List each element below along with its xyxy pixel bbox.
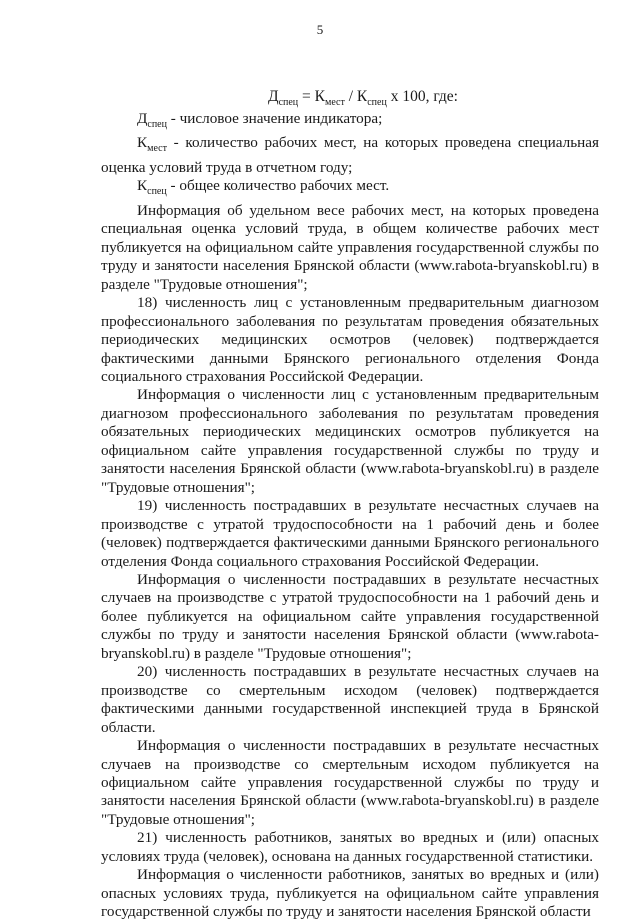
formula-k1-sub: мест: [325, 97, 345, 109]
body-text: [101, 110, 599, 922]
formula-div: / К: [344, 88, 368, 105]
page-number: 5: [316, 22, 324, 37]
def-text: - общее количество рабочих мест.: [166, 177, 390, 195]
def-sub: мест: [147, 143, 167, 155]
formula-lhs-sub: спец: [278, 97, 299, 109]
paragraph: 20) численность пострадавших в результате несчастных случаев на производстве со смертельным исходом (человек) подтверждается фактическими данными государственной инспекцией труда в Брянской области.: [101, 663, 599, 736]
paragraph: 21) численность работников, занятых во вредных и (или) опасных условиях труда (человек), основана на данных государственной статистики.: [101, 829, 599, 865]
paragraph: Информация о численности работников, занятых во вредных и (или) опасных условиях труда, публикуется на официальном сайте управления государственной службы по труду и занятости населения Брянской области: [101, 866, 599, 921]
def-sub: спец: [147, 119, 167, 131]
def-text: - количество рабочих мест, на которых проведена специальная оценка условий труда в отчетном году;: [101, 134, 599, 176]
definition-2: [101, 134, 599, 177]
paragraph: Информация об удельном весе рабочих мест, на которых проведена специальная оценка условий труда, в общем количестве рабочих мест публикуется на официальном сайте управления государственной службы по труду и занятости населения Брянской области (www.rabota-bryanskobl.ru) в разделе "Трудовые отношения";: [101, 201, 599, 293]
formula-lhs: Д: [267, 88, 279, 105]
formula-k2-sub: спец: [367, 97, 387, 109]
paragraph: Информация о численности пострадавших в результате несчастных случаев на производстве со смертельным исходом публикуется на официальном сайте управления государственной службы по труду и занятости населения Брянской области (www.rabota-bryanskobl.ru) в разделе "Трудовые отношения";: [101, 737, 599, 828]
def-text: - числовое значение индикатора;: [166, 110, 383, 127]
def-symbol: К: [137, 177, 148, 195]
def-symbol: Д: [137, 110, 148, 127]
def-symbol: К: [137, 134, 148, 152]
paragraph: Информация о численности лиц с установленным предварительным диагнозом профессионального заболевания по результатам проведения обязательных периодических медицинских осмотров публикуется на официальном сайте управления государственной службы по труду и занятости населения Брянской области (www.rabota-bryanskobl.ru) в разделе "Трудовые отношения";: [101, 386, 599, 496]
formula-eq: = К: [298, 88, 325, 105]
formula-tail: х 100, где:: [386, 88, 458, 105]
paragraph: 18) численность лиц с установленным предварительным диагнозом профессионального заболевания по результатам проведения обязательных периодических медицинских осмотров (человек) подтверждается фактическими данными Брянского регионального отделения Фонда социального страхования Российской Федерации.: [101, 294, 599, 385]
formula: [0, 88, 640, 108]
def-sub: спец: [147, 186, 167, 198]
definition-3: [101, 177, 599, 201]
paragraph: 19) численность пострадавших в результате несчастных случаев на производстве с утратой трудоспособности на 1 рабочий день и более (человек) подтверждается фактическими данными Брянского регионального отделения Фонда социального страхования Российской Федерации.: [101, 497, 599, 570]
definition-1: [101, 110, 599, 134]
paragraph: Информация о численности пострадавших в результате несчастных случаев на производстве с утратой трудоспособности на 1 рабочий день и более публикуется на официальном сайте управления государственной службы по труду и занятости населения Брянской области (www.rabota-bryanskobl.ru) в разделе "Трудовые отношения";: [101, 570, 599, 662]
